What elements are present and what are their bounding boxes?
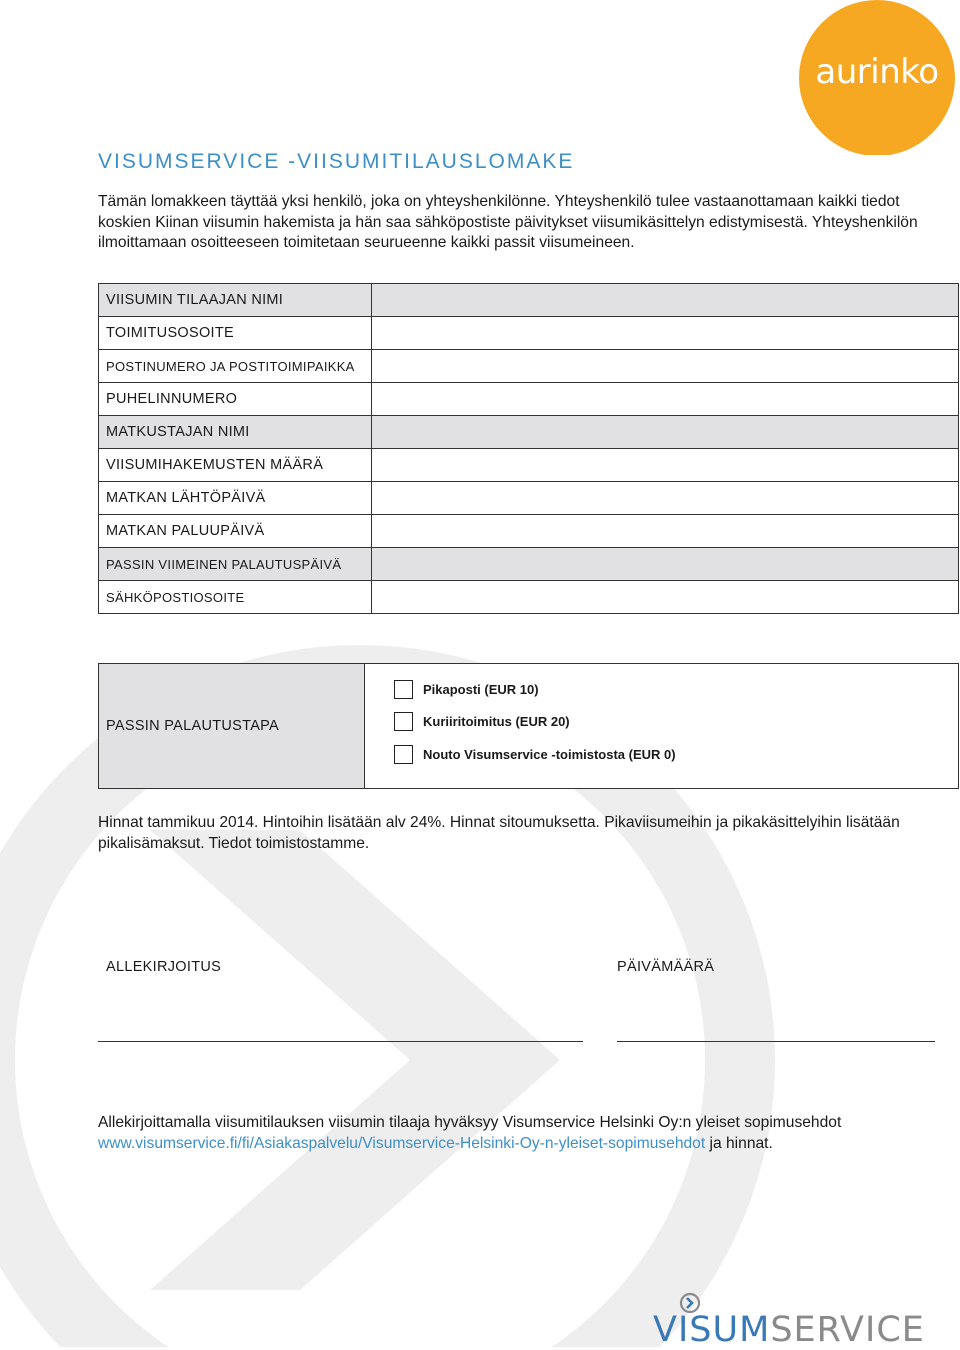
traveller-name-input[interactable] (372, 416, 959, 449)
form-row-orderer-name (99, 284, 959, 317)
form-row-delivery-address (99, 317, 959, 350)
application-count-input[interactable] (372, 449, 959, 482)
form-row-postal-code (99, 350, 959, 383)
aurinko-logo-text: aurinko (815, 52, 939, 92)
courier-checkbox[interactable] (394, 712, 413, 731)
orderer-name-input[interactable] (372, 284, 959, 317)
signature-line[interactable] (98, 1041, 583, 1042)
form-row-return-date (99, 515, 959, 548)
field-label: POSTINUMERO JA POSTITOIMIPAIKKA (99, 350, 372, 383)
delivery-address-input[interactable] (372, 317, 959, 350)
passport-return-method-label: PASSIN PALAUTUSTAPA (106, 718, 280, 734)
postal-code-input[interactable] (372, 350, 959, 383)
option-label: Nouto Visumservice -toimistosta (EUR 0) (423, 746, 676, 762)
terms-text-end: ja hinnat. (705, 1134, 773, 1152)
terms-text: Allekirjoittamalla viisumitilauksen viisumin tilaaja hyväksyy Visumservice Helsinki Oy:n yleiset sopimusehdot (98, 1114, 842, 1131)
express-post-checkbox[interactable] (394, 680, 413, 699)
field-label: PASSIN VIIMEINEN PALAUTUSPÄIVÄ (99, 548, 372, 581)
field-label: MATKAN LÄHTÖPÄIVÄ (99, 482, 372, 515)
passport-return-method-cell (99, 664, 365, 788)
field-label: VIISUMIHAKEMUSTEN MÄÄRÄ (99, 449, 372, 482)
field-label: PUHELINNUMERO (99, 383, 372, 416)
pricing-note: Hinnat tammikuu 2014. Hintoihin lisätään alv 24%. Hinnat sitoumuksetta. Pikaviisumeihin ja pikakäsittelyihin lisätään pikalisämaksut. Tiedot toimistostamme. (98, 814, 900, 852)
date-label: PÄIVÄMÄÄRÄ (617, 959, 715, 975)
email-input[interactable] (372, 581, 959, 614)
option-courier[interactable] (394, 711, 570, 731)
field-label: SÄHKÖPOSTIOSOITE (99, 581, 372, 614)
office-pickup-checkbox[interactable] (394, 745, 413, 764)
field-label: MATKAN PALUUPÄIVÄ (99, 515, 372, 548)
form-row-traveller-name (99, 416, 959, 449)
form-row-phone (99, 383, 959, 416)
visumservice-wordmark (653, 1310, 925, 1350)
wordmark-part-service: SERVICE (770, 1310, 925, 1350)
passport-return-date-input[interactable] (372, 548, 959, 581)
field-label: TOIMITUSOSOITE (99, 317, 372, 350)
signature-label: ALLEKIRJOITUS (106, 959, 222, 975)
form-row-email (99, 581, 959, 614)
form-row-departure-date (99, 482, 959, 515)
page-title: VISUMSERVICE -VIISUMITILAUSLOMAKE (98, 150, 575, 173)
order-form-table (98, 283, 959, 614)
wordmark-part-visum: VISUM (653, 1310, 771, 1350)
date-line[interactable] (617, 1041, 935, 1042)
form-row-passport-return-date (99, 548, 959, 581)
phone-input[interactable] (372, 383, 959, 416)
option-label: Pikaposti (EUR 10) (423, 681, 539, 697)
visumservice-logo (653, 1290, 958, 1350)
option-office-pickup[interactable] (394, 744, 676, 764)
terms-paragraph (98, 1113, 958, 1154)
form-row-application-count (99, 449, 959, 482)
departure-date-input[interactable] (372, 482, 959, 515)
option-express-post[interactable] (394, 679, 539, 699)
intro-paragraph: Tämän lomakkeen täyttää yksi henkilö, joka on yhteyshenkilönne. Yhteyshenkilö tulee vastaanottamaan kaikki tiedot koskien Kiinan viisumin hakemista ja hän saa sähköpostiste päivitykset viisumikäsittelyn edistymisestä. Yhteyshenkilön ilmoittamaan osoitteeseen toimitetaan seurueenne kaikki passit viisumeineen. (98, 193, 918, 251)
terms-link[interactable]: www.visumservice.fi/fi/Asiakaspalvelu/Visumservice-Helsinki-Oy-n-yleiset-sopimusehdot (98, 1134, 706, 1152)
passport-return-method-section (98, 663, 959, 789)
return-date-input[interactable] (372, 515, 959, 548)
field-label: VIISUMIN TILAAJAN NIMI (99, 284, 372, 317)
field-label: MATKUSTAJAN NIMI (99, 416, 372, 449)
option-label: Kuriiritoimitus (EUR 20) (423, 713, 570, 729)
